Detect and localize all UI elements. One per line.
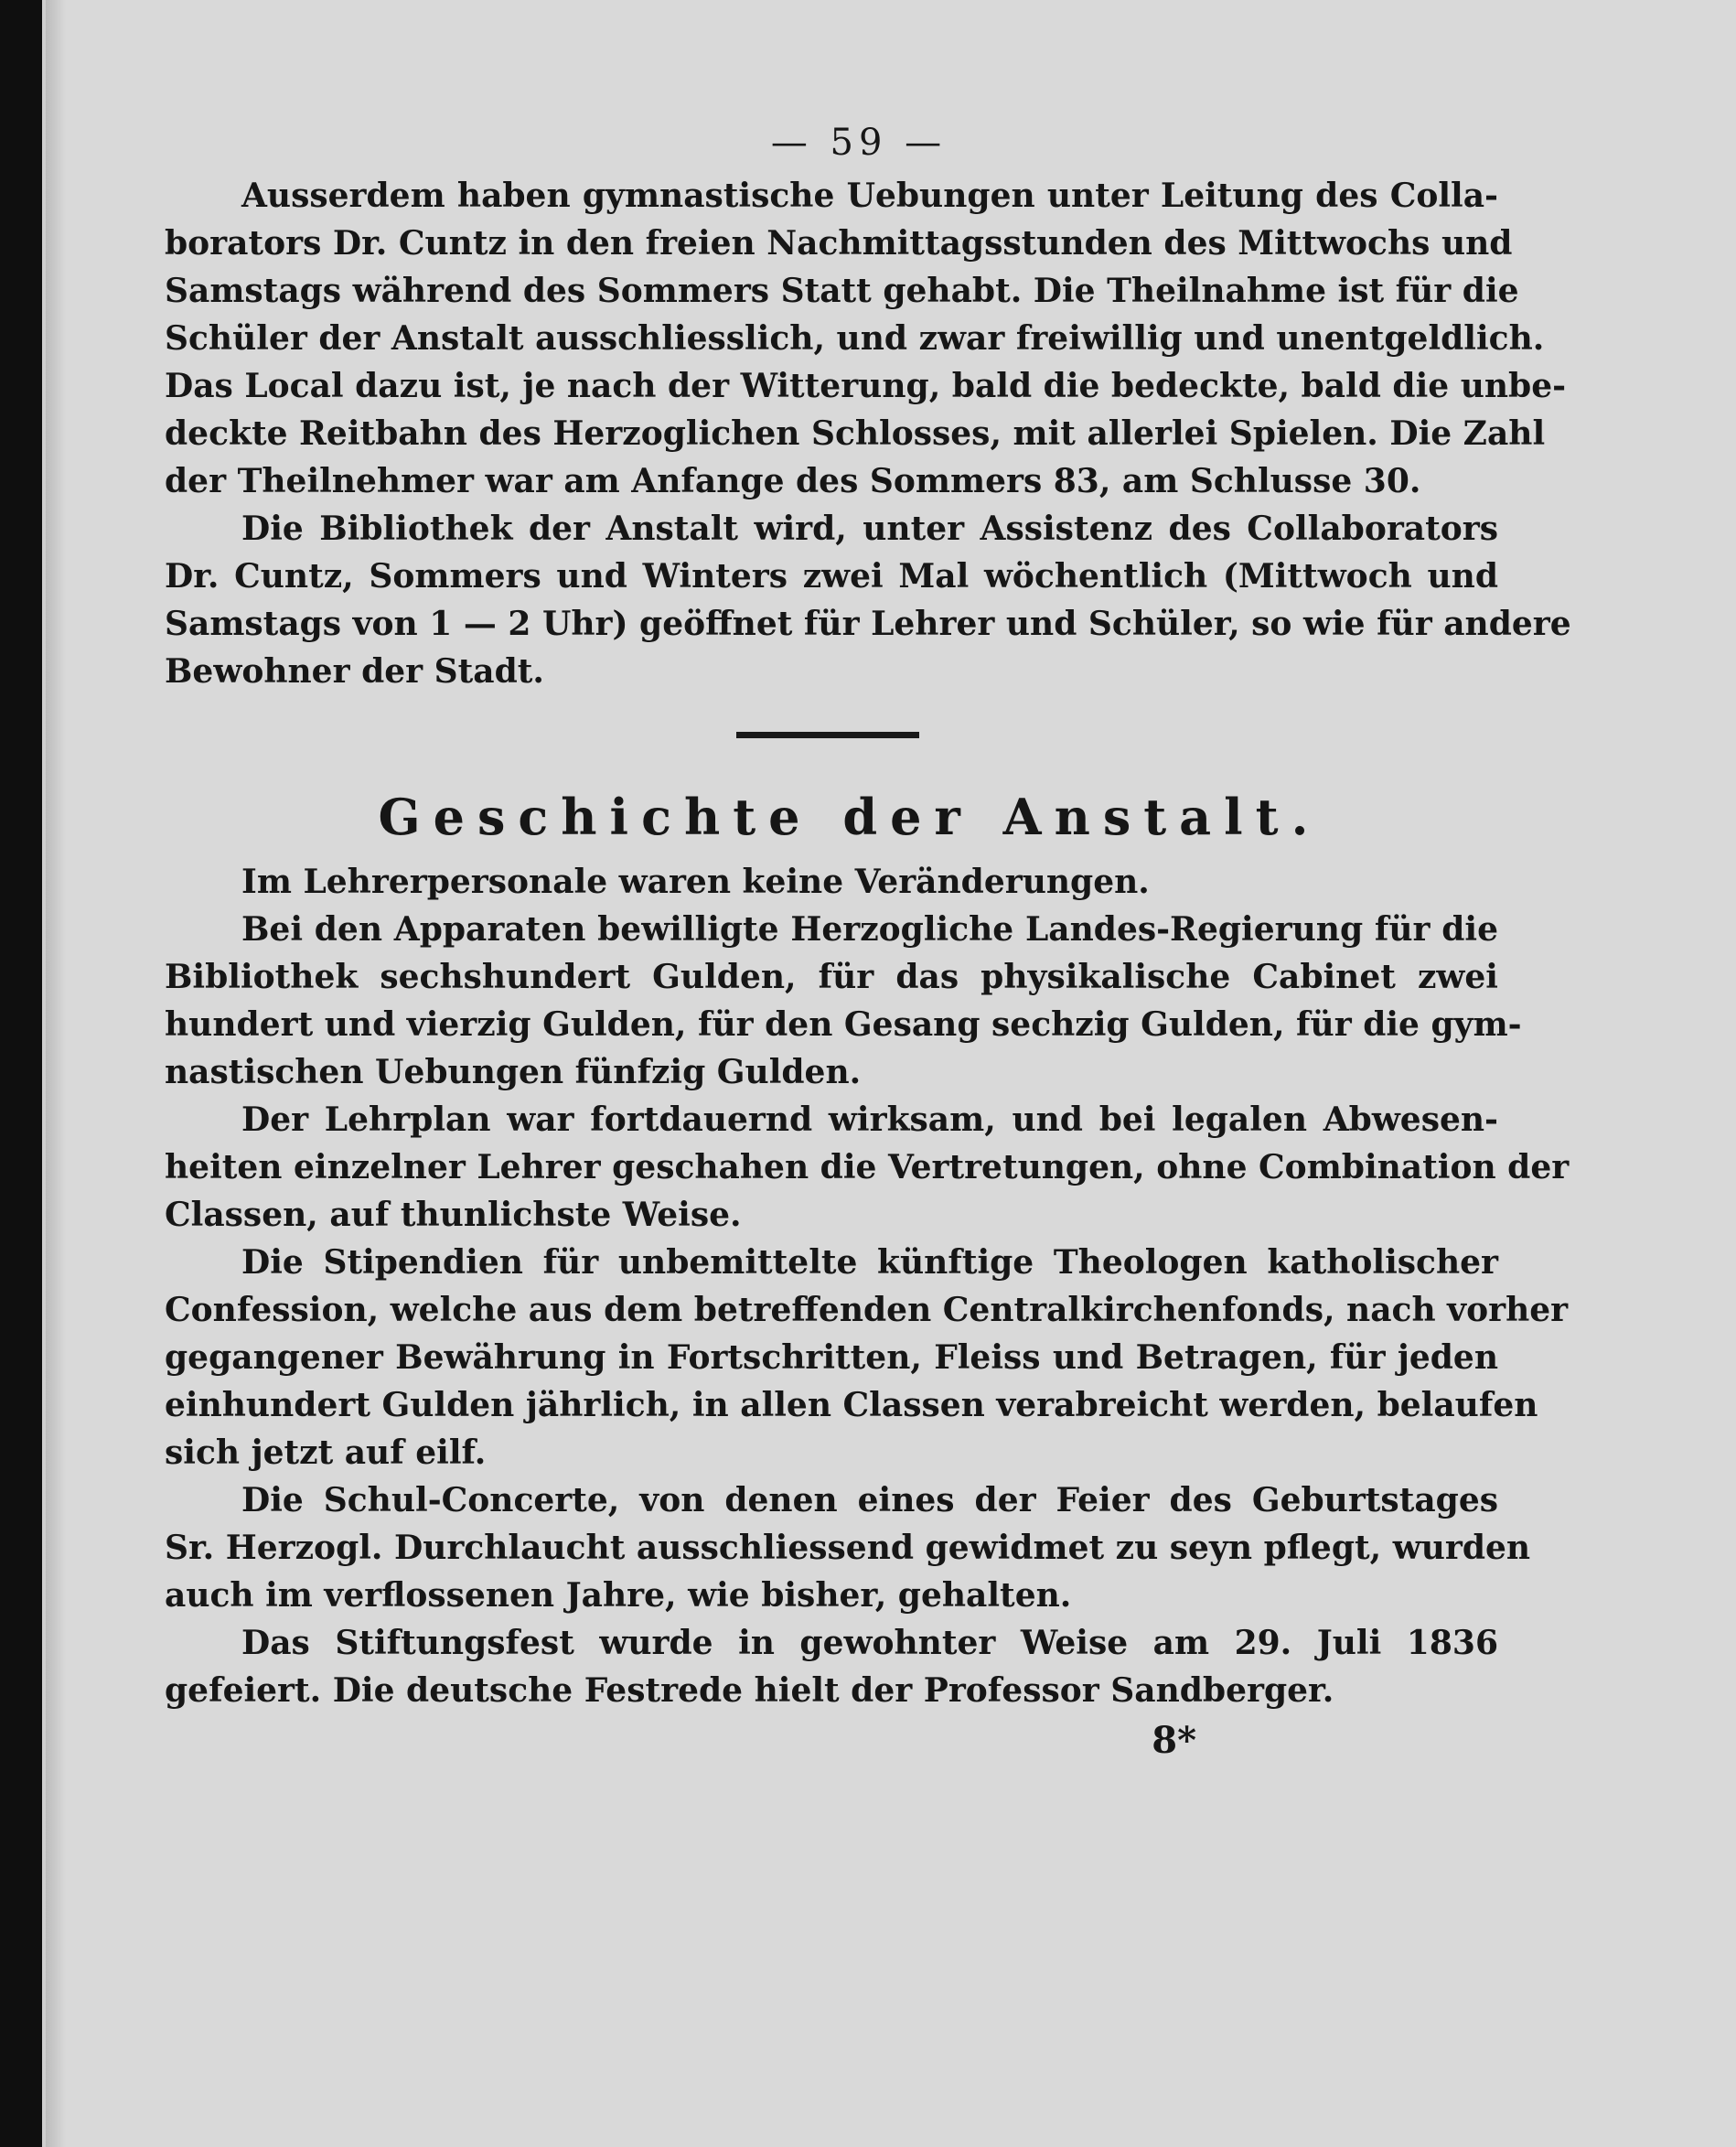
paragraph-apparatus	[165, 906, 1522, 1096]
text-line: Samstags während des Sommers Statt gehabt. Die Theilnahme ist für die	[165, 272, 1519, 310]
text-line: gegangener Bewährung in Fortschritten, Fleiss und Betragen, für jeden	[165, 1338, 1498, 1377]
text-line: Die Bibliothek der Anstalt wird, unter Assistenz des Collaborators	[241, 510, 1498, 548]
text-block	[165, 117, 1571, 1767]
text-line: Im Lehrerpersonale waren keine Veränderungen.	[241, 863, 1150, 901]
text-line: einhundert Gulden jährlich, in allen Classen verabreicht werden, belaufen	[165, 1386, 1538, 1424]
text-line: borators Dr. Cuntz in den freien Nachmittagsstunden des Mittwochs und	[165, 224, 1513, 263]
text-line: heiten einzelner Lehrer geschahen die Vertretungen, ohne Combination der	[165, 1148, 1570, 1186]
paragraph-concerts	[165, 1476, 1531, 1619]
text-line: deckte Reitbahn des Herzoglichen Schlosses, mit allerlei Spielen. Die Zahl	[165, 414, 1546, 453]
text-line: nastischen Uebungen fünfzig Gulden.	[165, 1053, 862, 1091]
paragraph-curriculum	[165, 1096, 1570, 1239]
paragraph-gymnastics	[165, 172, 1567, 505]
text-line: Das Stiftungsfest wurde in gewohnter Weise am 29. Juli 1836	[241, 1624, 1498, 1662]
text-line: gefeiert. Die deutsche Festrede hielt der Professor Sandberger.	[165, 1671, 1334, 1710]
text-line: Confession, welche aus dem betreffenden Centralkirchenfonds, nach vorher	[165, 1291, 1569, 1329]
page-number: — 59 —	[770, 122, 948, 164]
text-line: der Theilnehmer war am Anfange des Sommers 83, am Schlusse 30.	[165, 462, 1421, 500]
text-line: Der Lehrplan war fortdauernd wirksam, und bei legalen Abwesen-	[241, 1100, 1498, 1139]
signature-mark: 8*	[1152, 1719, 1196, 1762]
text-line: Die Stipendien für unbemittelte künftige Theologen katholischer	[241, 1243, 1498, 1282]
paragraph-foundation-day	[165, 1619, 1498, 1714]
text-line: Classen, auf thunlichste Weise.	[165, 1196, 742, 1234]
text-line: hundert und vierzig Gulden, für den Gesang sechzig Gulden, für die gym-	[165, 1005, 1522, 1044]
divider-rule	[736, 732, 919, 738]
section-divider	[165, 695, 1498, 776]
text-line: Bibliothek sechshundert Gulden, für das physikalische Cabinet zwei	[165, 958, 1498, 996]
text-line: sich jetzt auf eilf.	[165, 1433, 487, 1472]
text-line: auch im verflossenen Jahre, wie bisher, gehalten.	[165, 1576, 1072, 1615]
paragraph-library	[165, 505, 1571, 695]
text-line: Schüler der Anstalt ausschliesslich, und zwar freiwillig und unentgeldlich.	[165, 319, 1545, 358]
gutter-shade	[46, 0, 66, 2147]
text-line: Dr. Cuntz, Sommers und Winters zwei Mal wöchentlich (Mittwoch und	[165, 557, 1498, 596]
text-line: Bei den Apparaten bewilligte Herzogliche Landes-Regierung für die	[241, 910, 1498, 949]
paragraph-stipends	[165, 1239, 1569, 1476]
text-line: Die Schul-Concerte, von denen eines der Feier des Geburtstages	[241, 1481, 1498, 1519]
paragraph-staff	[165, 858, 1498, 906]
text-line: Ausserdem haben gymnastische Uebungen unter Leitung des Colla-	[241, 177, 1498, 215]
text-line: Sr. Herzogl. Durchlaucht ausschliessend gewidmet zu seyn pflegt, wurden	[165, 1529, 1531, 1567]
text-line: Bewohner der Stadt.	[165, 652, 544, 691]
book-spine-shadow	[0, 0, 42, 2147]
section-heading: Geschichte der Anstalt.	[378, 788, 1322, 846]
text-line: Das Local dazu ist, je nach der Witterung, bald die bedeckte, bald die unbe-	[165, 367, 1567, 405]
text-line: Samstags von 1 — 2 Uhr) geöffnet für Lehrer und Schüler, so wie für andere	[165, 605, 1571, 643]
